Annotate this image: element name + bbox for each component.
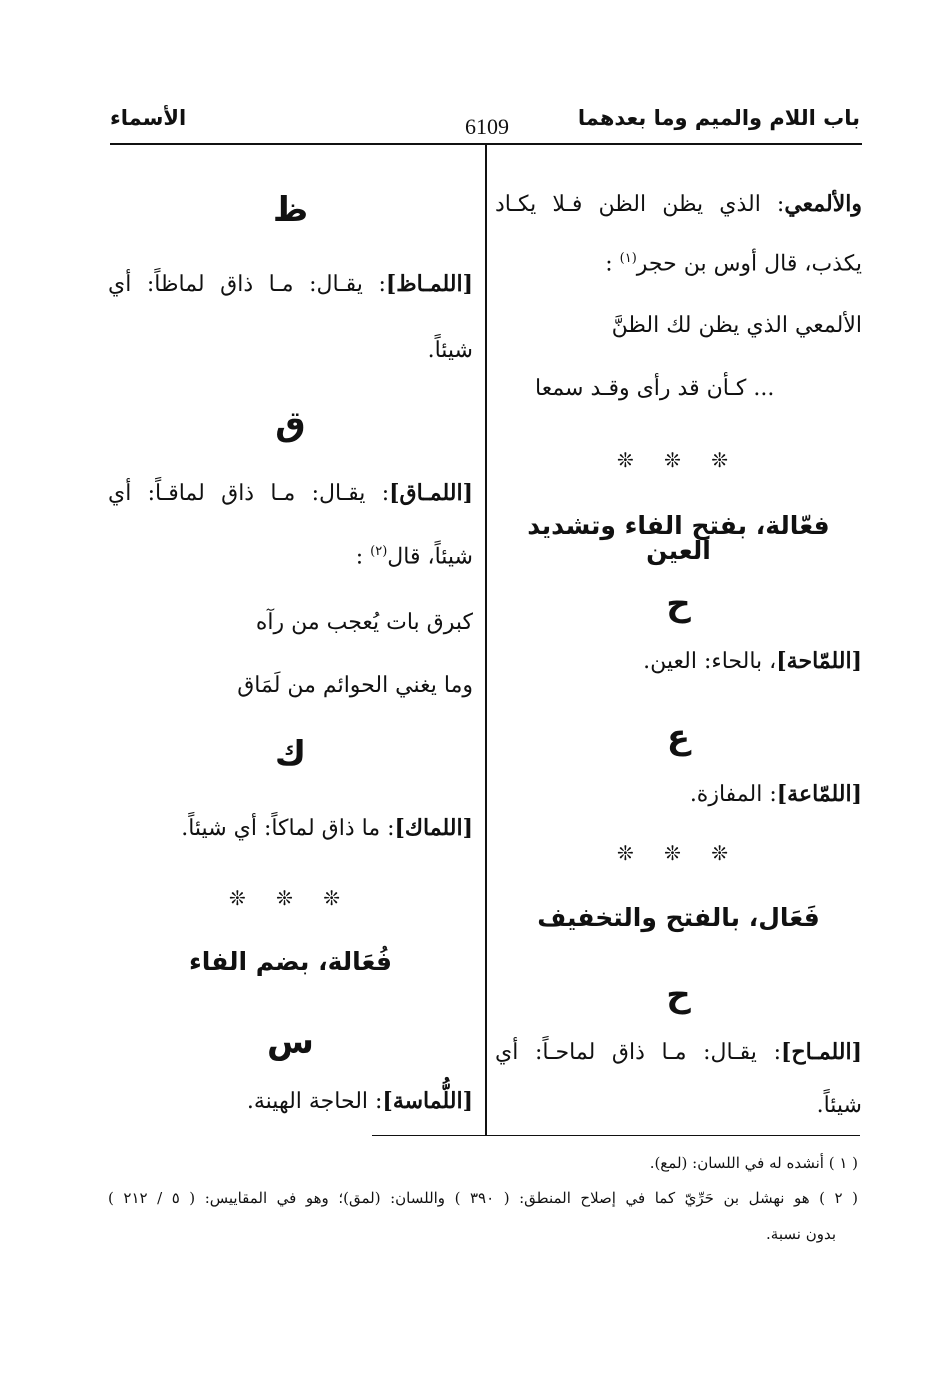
letter-heading: ظ: [272, 190, 309, 230]
section-separator: ❊ ❊ ❊: [617, 841, 740, 865]
running-header-right: باب اللام والميم وما بعدهما: [577, 106, 860, 130]
column-divider: [485, 145, 487, 1135]
definition-text: : يقـال: مـا ذاق لماظاً: أي: [108, 272, 386, 297]
footnote-ref: (٢): [370, 544, 388, 559]
definition-text: ، بالحاء: العين.: [643, 649, 777, 674]
headword: والألمعي: [784, 191, 862, 217]
entry-lamah-line-1: [495, 1041, 862, 1064]
footnote-2: ( ٢ ) هو نهشل بن حَرِّيّ كما في إصلاح المنطق: ( ٣٩٠ ) واللسان: (لمق)؛ وهو في المقاييس: ( ٥ / ٢١٢ ): [108, 1189, 858, 1207]
definition-text: : الذي يظن الظن فـلا يكـاد: [495, 192, 785, 217]
letter-heading: ع: [666, 717, 691, 757]
footnote-2-continued: بدون نسبة.: [766, 1225, 836, 1243]
headword: [اللمـاق]: [389, 480, 473, 506]
entry-lamaq-line-2: [108, 545, 473, 568]
headword: [اللمّاحة]: [776, 648, 862, 674]
footnote-ref: (١): [619, 251, 637, 266]
definition-text: : ما ذاق لماكاً: أي شيئاً.: [181, 816, 395, 841]
footnote-rule: [372, 1135, 860, 1136]
headword: [اللمّاعة]: [776, 781, 862, 807]
definition-text: : يقـال: مـا ذاق لماحـاً: أي: [495, 1040, 781, 1065]
entry-alma-i-line-1: [495, 193, 862, 216]
letter-heading: ك: [274, 734, 307, 774]
definition-text: شيئاً، قال: [387, 544, 473, 570]
verse-line: [495, 378, 862, 400]
entry-lamaz-line-2: شيئاً.: [427, 338, 473, 363]
entry-lamaz-line-1: [108, 273, 473, 296]
headword: [اللمـاح]: [781, 1039, 862, 1065]
verse-line: الألمعي الذي يظن لك الظنَّ: [611, 313, 862, 338]
letter-heading: ق: [275, 404, 306, 444]
definition-text: : المفازة.: [689, 782, 777, 807]
headword: [اللماك]: [394, 815, 473, 841]
letter-heading: ح: [666, 584, 691, 624]
letter-heading: س: [267, 1022, 314, 1062]
definition-text: يكذب، قال أوس بن حجر: [636, 251, 862, 277]
headword: [اللُّماسة]: [382, 1088, 473, 1114]
entry-lumasa: [108, 1090, 473, 1113]
definition-text: : الحاجة الهينة.: [246, 1089, 383, 1114]
entry-lamah-line-2: شيئاً.: [816, 1093, 862, 1118]
letter-heading: ح: [666, 975, 691, 1015]
verse-text: ... كـأن قد رأى وقـد سمعا: [535, 376, 775, 401]
headword: [اللمـاظ]: [385, 271, 473, 297]
section-heading: فَعَال، بالفتح والتخفيف: [537, 903, 820, 932]
verse-line: كبرق بات يُعجب من رآه: [255, 610, 473, 635]
section-separator: ❊ ❊ ❊: [617, 448, 740, 472]
section-heading: فعّالة، بفتح الفاء وتشديد العين: [527, 511, 830, 565]
entry-lammaha: [495, 650, 862, 673]
verse-line: وما يغني الحوائم من لَمَاق: [237, 673, 473, 698]
section-separator: ❊ ❊ ❊: [229, 886, 352, 910]
section-heading: فُعَالة، بضم الفاء: [188, 947, 393, 976]
page-number: 6109: [465, 114, 509, 139]
running-header-left: الأسماء: [110, 106, 187, 130]
entry-lamma-a: [495, 783, 862, 806]
entry-lamak: [108, 817, 473, 840]
footnote-1: ( ١ ) أنشده له في اللسان: (لمع).: [649, 1154, 858, 1172]
entry-alma-i-line-2: [495, 252, 862, 275]
definition-text: : يقـال: مـا ذاق لماقـاً: أي: [108, 481, 390, 506]
colon: :: [355, 544, 371, 570]
entry-lamaq-line-1: [108, 482, 473, 505]
colon: :: [605, 251, 620, 277]
